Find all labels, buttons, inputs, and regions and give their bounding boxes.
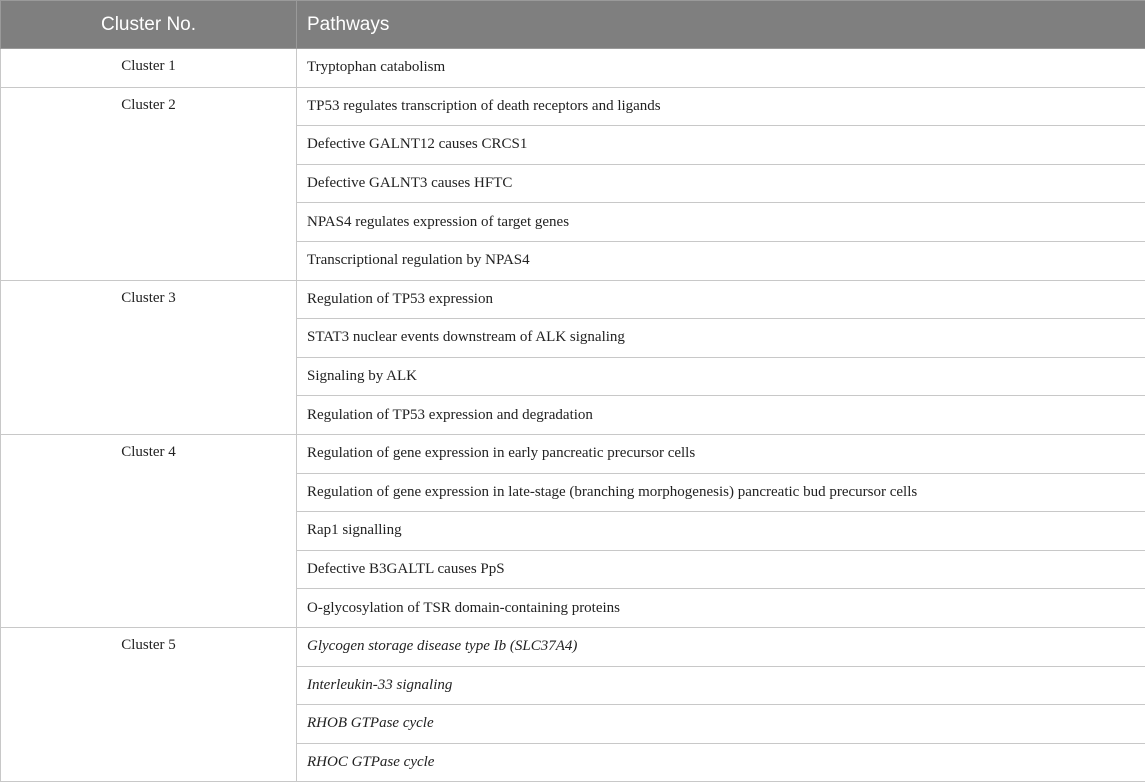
pathway-cell: RHOC GTPase cycle — [297, 743, 1145, 782]
pathway-cell: Signaling by ALK — [297, 357, 1145, 396]
pathway-cell: Tryptophan catabolism — [297, 49, 1145, 88]
pathway-cell: Defective GALNT3 causes HFTC — [297, 164, 1145, 203]
header-pathways: Pathways — [297, 1, 1145, 49]
pathway-cell: Interleukin-33 signaling — [297, 666, 1145, 705]
table-row — [1, 280, 1145, 319]
pathway-cell: Defective B3GALTL causes PpS — [297, 550, 1145, 589]
pathway-cell: STAT3 nuclear events downstream of ALK signaling — [297, 319, 1145, 358]
cluster-label: Cluster 1 — [1, 49, 297, 88]
cluster-label: Cluster 4 — [1, 434, 297, 627]
pathway-cell: RHOB GTPase cycle — [297, 705, 1145, 744]
cluster-label: Cluster 2 — [1, 87, 297, 280]
pathway-cell: Regulation of gene expression in early pancreatic precursor cells — [297, 434, 1145, 473]
table-row — [1, 434, 1145, 473]
table-row — [1, 627, 1145, 666]
pathway-cell: Rap1 signalling — [297, 512, 1145, 551]
header-cluster-no: Cluster No. — [1, 1, 297, 49]
pathway-cell: NPAS4 regulates expression of target genes — [297, 203, 1145, 242]
pathway-cell: O-glycosylation of TSR domain-containing proteins — [297, 589, 1145, 628]
table-row — [1, 49, 1145, 88]
pathway-cell: Glycogen storage disease type Ib (SLC37A4) — [297, 627, 1145, 666]
pathway-cell: TP53 regulates transcription of death receptors and ligands — [297, 87, 1145, 126]
table-row — [1, 87, 1145, 126]
pathway-cell: Regulation of TP53 expression — [297, 280, 1145, 319]
pathway-cell: Defective GALNT12 causes CRCS1 — [297, 126, 1145, 165]
table-body — [1, 49, 1145, 782]
pathway-cell: Regulation of TP53 expression and degradation — [297, 396, 1145, 435]
pathway-cell: Transcriptional regulation by NPAS4 — [297, 241, 1145, 280]
table-header — [1, 1, 1145, 49]
header-row — [1, 1, 1145, 49]
cluster-label: Cluster 5 — [1, 627, 297, 781]
pathway-cell: Regulation of gene expression in late-stage (branching morphogenesis) pancreatic bud precursor cells — [297, 473, 1145, 512]
cluster-label: Cluster 3 — [1, 280, 297, 434]
